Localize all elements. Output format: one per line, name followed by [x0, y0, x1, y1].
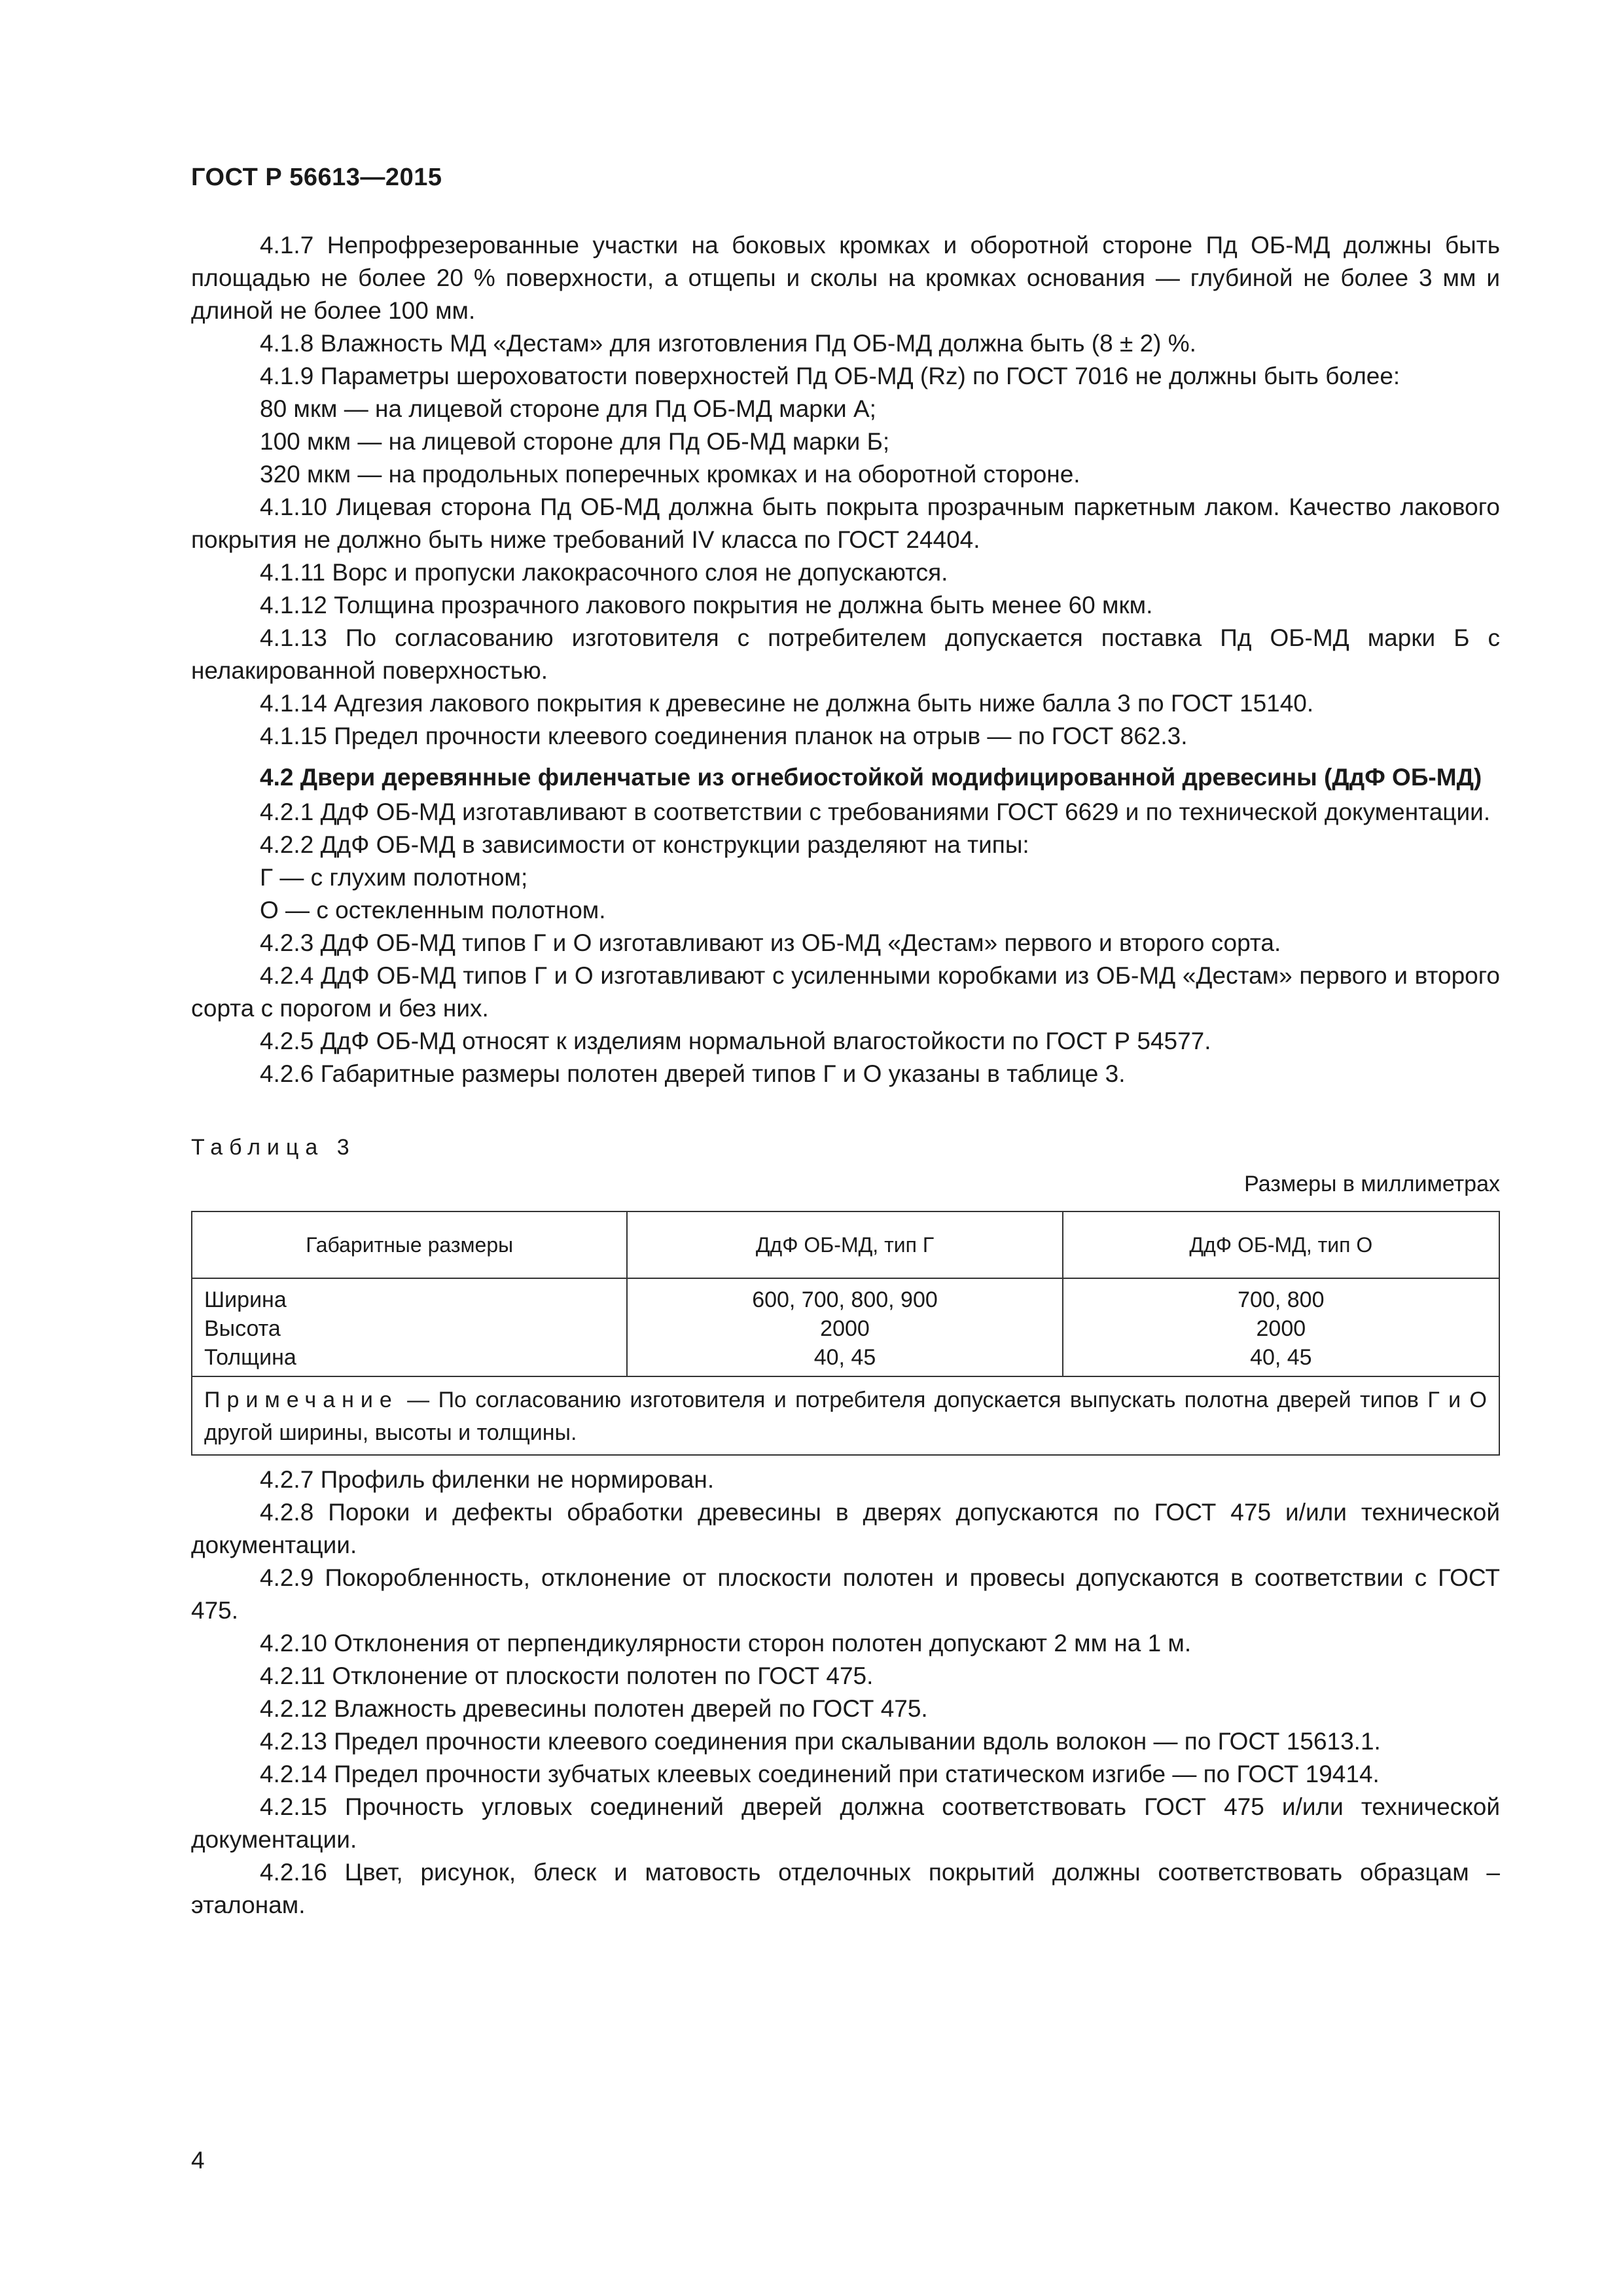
paragraph-4-1-11: 4.1.11 Ворс и пропуски лакокрасочного слоя не допускаются. [260, 559, 948, 586]
paragraph-4-2-14: 4.2.14 Предел прочности зубчатых клеевых соединений при статическом изгибе — по ГОСТ 19414. [260, 1761, 1380, 1787]
table-cell-type-o [1063, 1278, 1499, 1376]
list-item: Г — с глухим полотном; [260, 864, 528, 891]
table-row [192, 1278, 1499, 1376]
table-header-cell: Габаритные размеры [192, 1211, 627, 1278]
paragraph-4-2-9: 4.2.9 Покоробленность, отклонение от плоскости полотен и провесы допускаются в соответствии с ГОСТ 475. [191, 1564, 1500, 1624]
paragraph-4-1-8: 4.1.8 Влажность МД «Дестам» для изготовления Пд ОБ-МД должна быть (8 ± 2) %. [260, 330, 1196, 357]
table-note-text: — По согласованию изготовителя и потребителя допускается выпускать полотна дверей типов Г и О другой ширины, высоты и толщины. [204, 1388, 1487, 1445]
paragraph-4-1-15: 4.1.15 Предел прочности клеевого соединения планок на отрыв — по ГОСТ 862.3. [260, 723, 1188, 749]
paragraph-4-1-14: 4.1.14 Адгезия лакового покрытия к древесине не должна быть ниже балла 3 по ГОСТ 15140. [260, 690, 1314, 717]
document-code: ГОСТ Р 56613—2015 [191, 164, 442, 191]
list-item: 100 мкм — на лицевой стороне для Пд ОБ-МД марки Б; [260, 428, 890, 455]
table-cell: 2000 [1256, 1316, 1306, 1341]
table-cell: 2000 [820, 1316, 870, 1341]
table-cell: 700, 800 [1238, 1287, 1325, 1312]
dimensions-table [191, 1211, 1500, 1456]
section-heading-4-2: 4.2 Двери деревянные филенчатые из огнебиостойкой модифицированной древесины (ДдФ ОБ-МД) [260, 764, 1482, 791]
table-header-cell: ДдФ ОБ-МД, тип Г [627, 1211, 1062, 1278]
paragraph-4-2-6: 4.2.6 Габаритные размеры полотен дверей типов Г и О указаны в таблице 3. [260, 1060, 1126, 1087]
paragraph-4-2-8: 4.2.8 Пороки и дефекты обработки древесины в дверях допускаются по ГОСТ 475 и/или технической документации. [191, 1499, 1500, 1558]
document-body [191, 229, 1500, 1922]
paragraph-4-2-15: 4.2.15 Прочность угловых соединений дверей должна соответствовать ГОСТ 475 и/или технической документации. [191, 1793, 1500, 1853]
table-note [192, 1376, 1499, 1455]
paragraph-4-1-7: 4.1.7 Непрофрезерованные участки на боковых кромках и оборотной стороне Пд ОБ-МД должны быть площадью не более 20 % поверхности, а отщепы и сколы на кромках основания — глубиной не более 3 мм и длиной не более 100 мм. [191, 232, 1500, 324]
paragraph-4-2-3: 4.2.3 ДдФ ОБ-МД типов Г и О изготавливают из ОБ-МД «Дестам» первого и второго сорта. [260, 929, 1281, 956]
paragraph-4-2-2: 4.2.2 ДдФ ОБ-МД в зависимости от конструкции разделяют на типы: [260, 831, 1029, 858]
paragraph-4-2-5: 4.2.5 ДдФ ОБ-МД относят к изделиям нормальной влагостойкости по ГОСТ Р 54577. [260, 1028, 1211, 1054]
list-item: О — с остекленным полотном. [260, 897, 606, 924]
table-cell: 600, 700, 800, 900 [752, 1287, 938, 1312]
table-cell: Ширина [204, 1287, 287, 1312]
paragraph-4-1-9: 4.1.9 Параметры шероховатости поверхностей Пд ОБ-МД (Rz) по ГОСТ 7016 не должны быть более: [260, 363, 1400, 389]
paragraph-4-2-13: 4.2.13 Предел прочности клеевого соединения при скалывании вдоль волокон — по ГОСТ 15613.1. [260, 1728, 1381, 1755]
paragraph-4-2-12: 4.2.12 Влажность древесины полотен дверей по ГОСТ 475. [260, 1695, 928, 1722]
table-note-label: Примечание [204, 1388, 399, 1412]
table-cell-type-g [627, 1278, 1062, 1376]
table-note-row [192, 1376, 1499, 1455]
table-label: Таблица 3 [191, 1135, 356, 1160]
table-header-cell: ДдФ ОБ-МД, тип О [1063, 1211, 1499, 1278]
table-units: Размеры в миллиметрах [1244, 1172, 1500, 1196]
table-cell: 40, 45 [813, 1345, 876, 1370]
paragraph-4-1-12: 4.1.12 Толщина прозрачного лакового покрытия не должна быть менее 60 мкм. [260, 592, 1153, 619]
paragraph-4-1-10: 4.1.10 Лицевая сторона Пд ОБ-МД должна быть покрыта прозрачным паркетным лаком. Качество лакового покрытия не должно быть ниже требований IV класса по ГОСТ 24404. [191, 493, 1500, 553]
table-cell-dimension-names [192, 1278, 627, 1376]
table-header-row [192, 1211, 1499, 1278]
list-item: 320 мкм — на продольных поперечных кромках и на оборотной стороне. [260, 461, 1080, 488]
table-cell: Высота [204, 1316, 281, 1341]
paragraph-4-2-16: 4.2.16 Цвет, рисунок, блеск и матовость отделочных покрытий должны соответствовать образцам – эталонам. [191, 1859, 1500, 1918]
paragraph-4-2-11: 4.2.11 Отклонение от плоскости полотен по ГОСТ 475. [260, 1662, 874, 1689]
table-cell: Толщина [204, 1345, 296, 1370]
paragraph-4-2-4: 4.2.4 ДдФ ОБ-МД типов Г и О изготавливают с усиленными коробками из ОБ-МД «Дестам» первого и второго сорта с порогом и без них. [191, 962, 1500, 1022]
paragraph-4-2-1: 4.2.1 ДдФ ОБ-МД изготавливают в соответствии с требованиями ГОСТ 6629 и по технической документации. [260, 798, 1491, 825]
page-number: 4 [191, 2147, 205, 2174]
table-cell: 40, 45 [1250, 1345, 1312, 1370]
paragraph-4-2-7: 4.2.7 Профиль филенки не нормирован. [260, 1466, 715, 1493]
list-item: 80 мкм — на лицевой стороне для Пд ОБ-МД марки А; [260, 395, 876, 422]
paragraph-4-1-13: 4.1.13 По согласованию изготовителя с потребителем допускается поставка Пд ОБ-МД марки Б с нелакированной поверхностью. [191, 624, 1500, 684]
paragraph-4-2-10: 4.2.10 Отклонения от перпендикулярности сторон полотен допускают 2 мм на 1 м. [260, 1630, 1192, 1657]
